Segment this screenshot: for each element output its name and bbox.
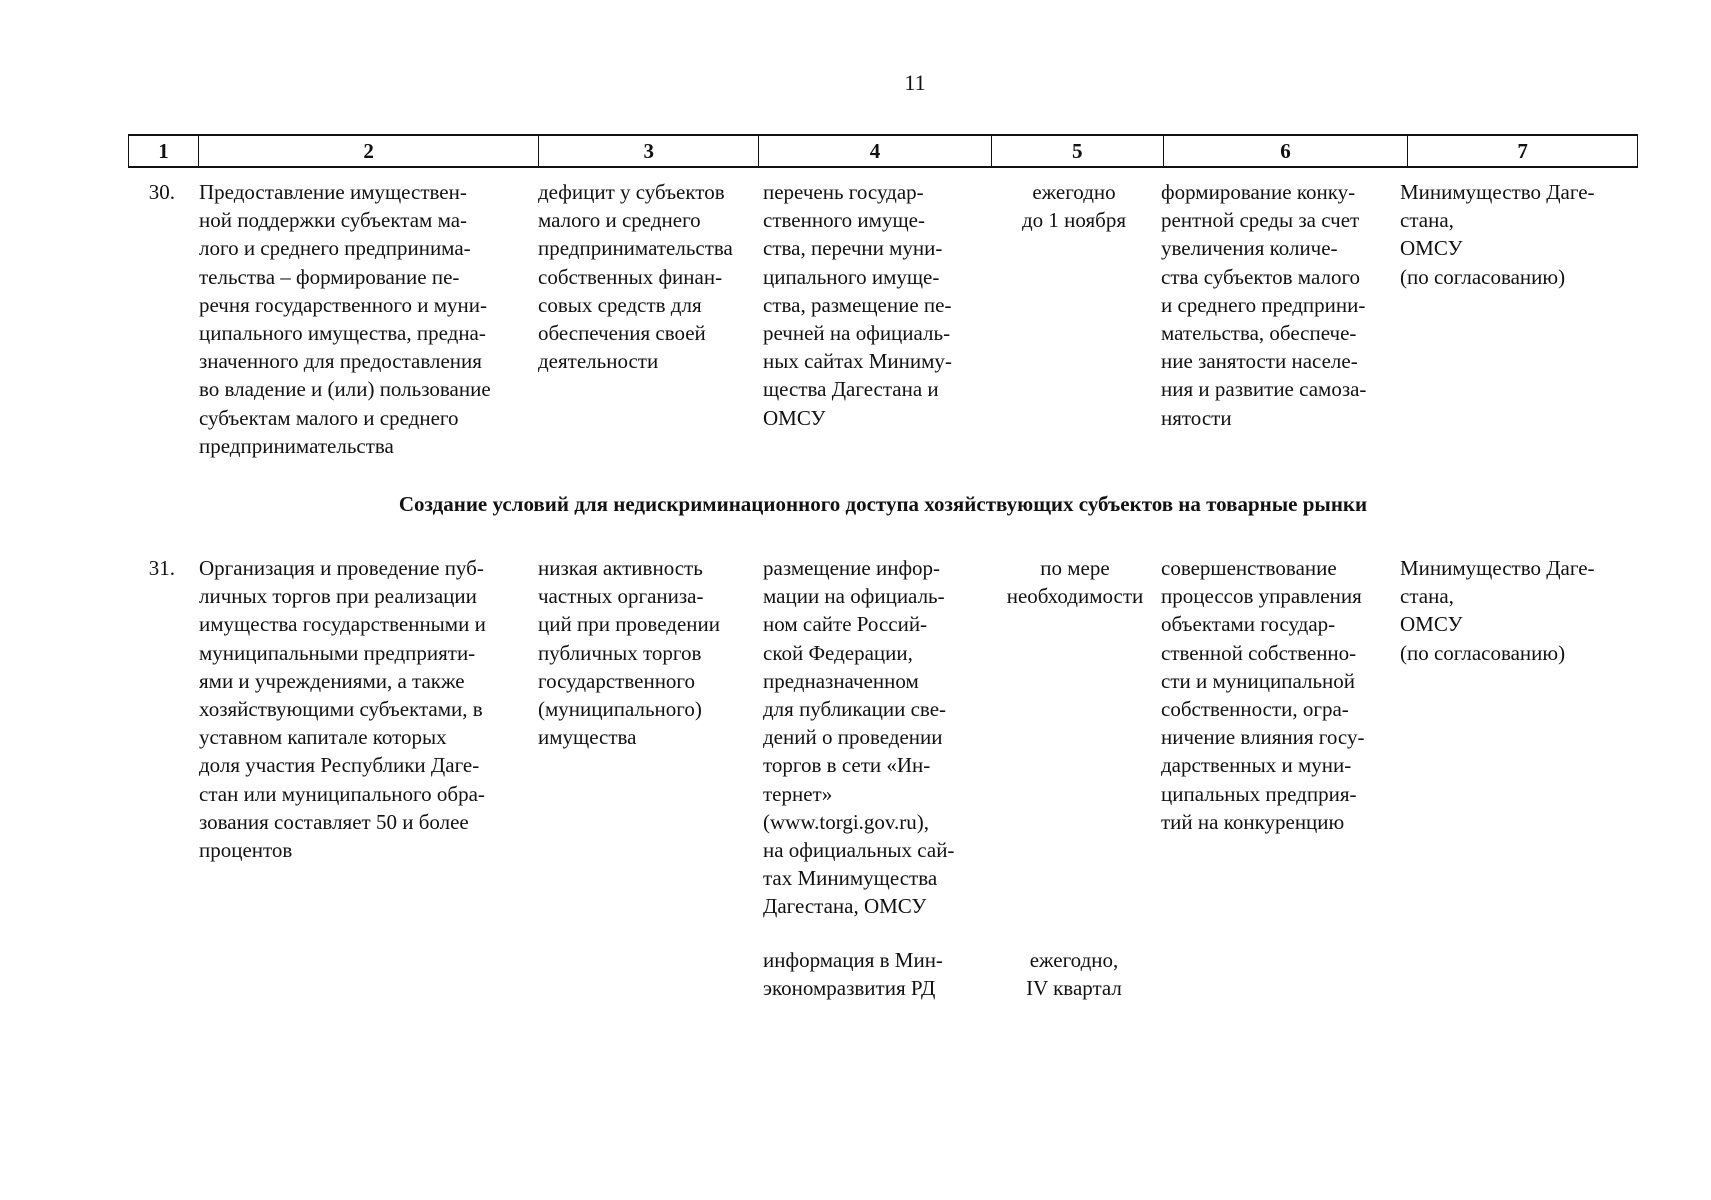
text-line: хозяйствующими субъектами, в [199, 697, 483, 722]
text-line: Дагестана, ОМСУ [763, 894, 927, 919]
text-line: мательства, обеспече- [1161, 321, 1357, 346]
text-line: предпринимательства [538, 236, 733, 261]
text-line: перечень государ- [763, 180, 924, 204]
text-line: обеспечения своей [538, 321, 706, 346]
text-line: ОМСУ [1400, 612, 1463, 637]
text-line: ципальных предприя- [1161, 781, 1357, 806]
text-line: ния и развитие самоза- [1161, 377, 1367, 402]
text-line: Предоставление имуществен- [199, 180, 467, 204]
document-cell [763, 554, 954, 921]
section-heading: Создание условий для недискриминационного доступа хозяйствующих субъектов на товарные рынки [398, 492, 1368, 516]
text-line: ние занятости населе- [1161, 349, 1358, 374]
text-line: ничение влияния госу- [1161, 725, 1365, 750]
text-line: частных организа- [538, 584, 704, 609]
text-line: ства, перечни муни- [763, 236, 943, 261]
text-line: речней на официаль- [763, 321, 951, 346]
text-line: малого и среднего [538, 208, 701, 233]
text-line: муниципальными предприяти- [199, 640, 476, 665]
text-line: ОМСУ [1400, 236, 1463, 261]
text-line: стана, [1400, 584, 1454, 609]
text-line: значенного для предоставления [199, 349, 482, 374]
text-line: щества Дагестана и [763, 377, 939, 402]
text-line: стан или муниципального обра- [199, 781, 485, 806]
text-line: и среднего предприни- [1161, 292, 1366, 317]
text-line: ОМСУ [763, 405, 826, 430]
text-line: для публикации све- [763, 697, 947, 722]
text-line: во владение и (или) пользование [199, 377, 491, 402]
deadline-cell-secondary [998, 946, 1150, 1002]
measure-cell [199, 554, 486, 864]
text-line: дений о проведении [763, 725, 943, 750]
column-header-7: 7 [1517, 138, 1528, 163]
text-line: ной поддержки субъектам ма- [199, 208, 468, 233]
text-line: ственной собственно- [1161, 640, 1357, 665]
text-line: IV квартал [1026, 976, 1122, 1001]
text-line: ципального имущества, предна- [199, 321, 486, 346]
text-line: собственности, огра- [1161, 697, 1349, 722]
text-line: торгов в сети «Ин- [763, 753, 931, 778]
column-header-1: 1 [129, 136, 199, 166]
text-line: информация в Мин- [763, 948, 943, 972]
text-line: процентов [199, 838, 293, 863]
text-line: на официальных сай- [763, 838, 955, 863]
text-line: сти и муниципальной [1161, 668, 1355, 693]
responsible-cell [1400, 554, 1595, 667]
text-line: личных торгов при реализации [199, 584, 477, 609]
text-line: ежегодно [1032, 180, 1116, 204]
result-cell [1161, 178, 1366, 432]
text-line: ственного имуще- [763, 208, 925, 233]
text-line: имущества [538, 725, 637, 750]
text-line: собственных финан- [538, 264, 723, 289]
text-line: ства субъектов малого [1161, 264, 1361, 289]
text-line: ской Федерации, [763, 640, 913, 665]
text-line: Организация и проведение пуб- [199, 556, 484, 580]
text-line: ежегодно, [1029, 948, 1119, 972]
text-line: объектами государ- [1161, 612, 1336, 637]
text-line: тий на конкуренцию [1161, 809, 1345, 834]
text-line: ства, размещение пе- [763, 292, 952, 317]
text-line: до 1 ноября [1021, 208, 1127, 233]
text-line: государственного [538, 668, 696, 693]
text-line: Минимущество Даге- [1400, 556, 1595, 580]
column-header-4: 4 [759, 136, 992, 166]
text-line: стана, [1400, 208, 1454, 233]
text-line: ций при проведении [538, 612, 720, 637]
measure-cell [199, 178, 491, 460]
row-number: 30. [148, 180, 175, 204]
text-line: (по согласованию) [1400, 640, 1566, 665]
deadline-cell [998, 178, 1150, 234]
text-line: совершенствование [1161, 556, 1337, 580]
text-line: деятельности [538, 349, 659, 374]
text-line: увеличения количе- [1161, 236, 1338, 261]
document-cell-secondary [763, 946, 943, 1002]
column-header-2: 2 [199, 136, 540, 166]
text-line: имущества государственными и [199, 612, 486, 637]
text-line: мации на официаль- [763, 584, 945, 609]
problem-cell [538, 554, 720, 751]
text-line: предпринимательства [199, 433, 394, 458]
text-line: ном сайте Россий- [763, 612, 928, 637]
text-line: доля участия Республики Даге- [199, 753, 480, 778]
responsible-cell [1400, 178, 1595, 291]
column-header-5: 5 [992, 136, 1164, 166]
text-line: субъектам малого и среднего [199, 405, 459, 430]
document-cell [763, 178, 952, 432]
text-line: ных сайтах Миниму- [763, 349, 952, 374]
table-column-header [128, 134, 1638, 168]
text-line: лого и среднего предпринима- [199, 236, 471, 261]
page-number: 11 [904, 70, 926, 95]
text-line: процессов управления [1161, 584, 1362, 609]
result-cell [1161, 554, 1364, 836]
column-header-3: 3 [539, 136, 759, 166]
text-line: зования составляет 50 и более [199, 809, 469, 834]
text-line: необходимости [1006, 584, 1144, 609]
text-line: ями и учреждениями, а также [199, 668, 465, 693]
text-line: ципального имуще- [763, 264, 940, 289]
text-line: формирование конку- [1161, 180, 1356, 204]
text-line: речня государственного и муни- [199, 292, 488, 317]
column-header-6: 6 [1164, 136, 1409, 166]
text-line: нятости [1161, 405, 1232, 430]
text-line: предназначенном [763, 668, 919, 693]
text-line: Минимущество Даге- [1400, 180, 1595, 204]
problem-cell [538, 178, 733, 375]
row-number: 31. [148, 556, 175, 580]
deadline-cell [990, 554, 1160, 610]
text-line: дарственных и муни- [1161, 753, 1352, 778]
text-line: рентной среды за счет [1161, 208, 1360, 233]
text-line: тернет» [763, 781, 833, 806]
text-line: (www.torgi.gov.ru), [763, 809, 930, 834]
text-line: экономразвития РД [763, 976, 936, 1001]
text-line: публичных торгов [538, 640, 702, 665]
text-line: (по согласованию) [1400, 264, 1566, 289]
text-line: тах Минимущества [763, 866, 938, 891]
text-line: низкая активность [538, 556, 703, 580]
text-line: дефицит у субъектов [538, 180, 725, 204]
text-line: тельства – формирование пе- [199, 264, 460, 289]
text-line: совых средств для [538, 292, 702, 317]
text-line: размещение инфор- [763, 556, 941, 580]
text-line: по мере [1040, 556, 1110, 580]
text-line: (муниципального) [538, 697, 702, 722]
text-line: уставном капитале которых [199, 725, 447, 750]
